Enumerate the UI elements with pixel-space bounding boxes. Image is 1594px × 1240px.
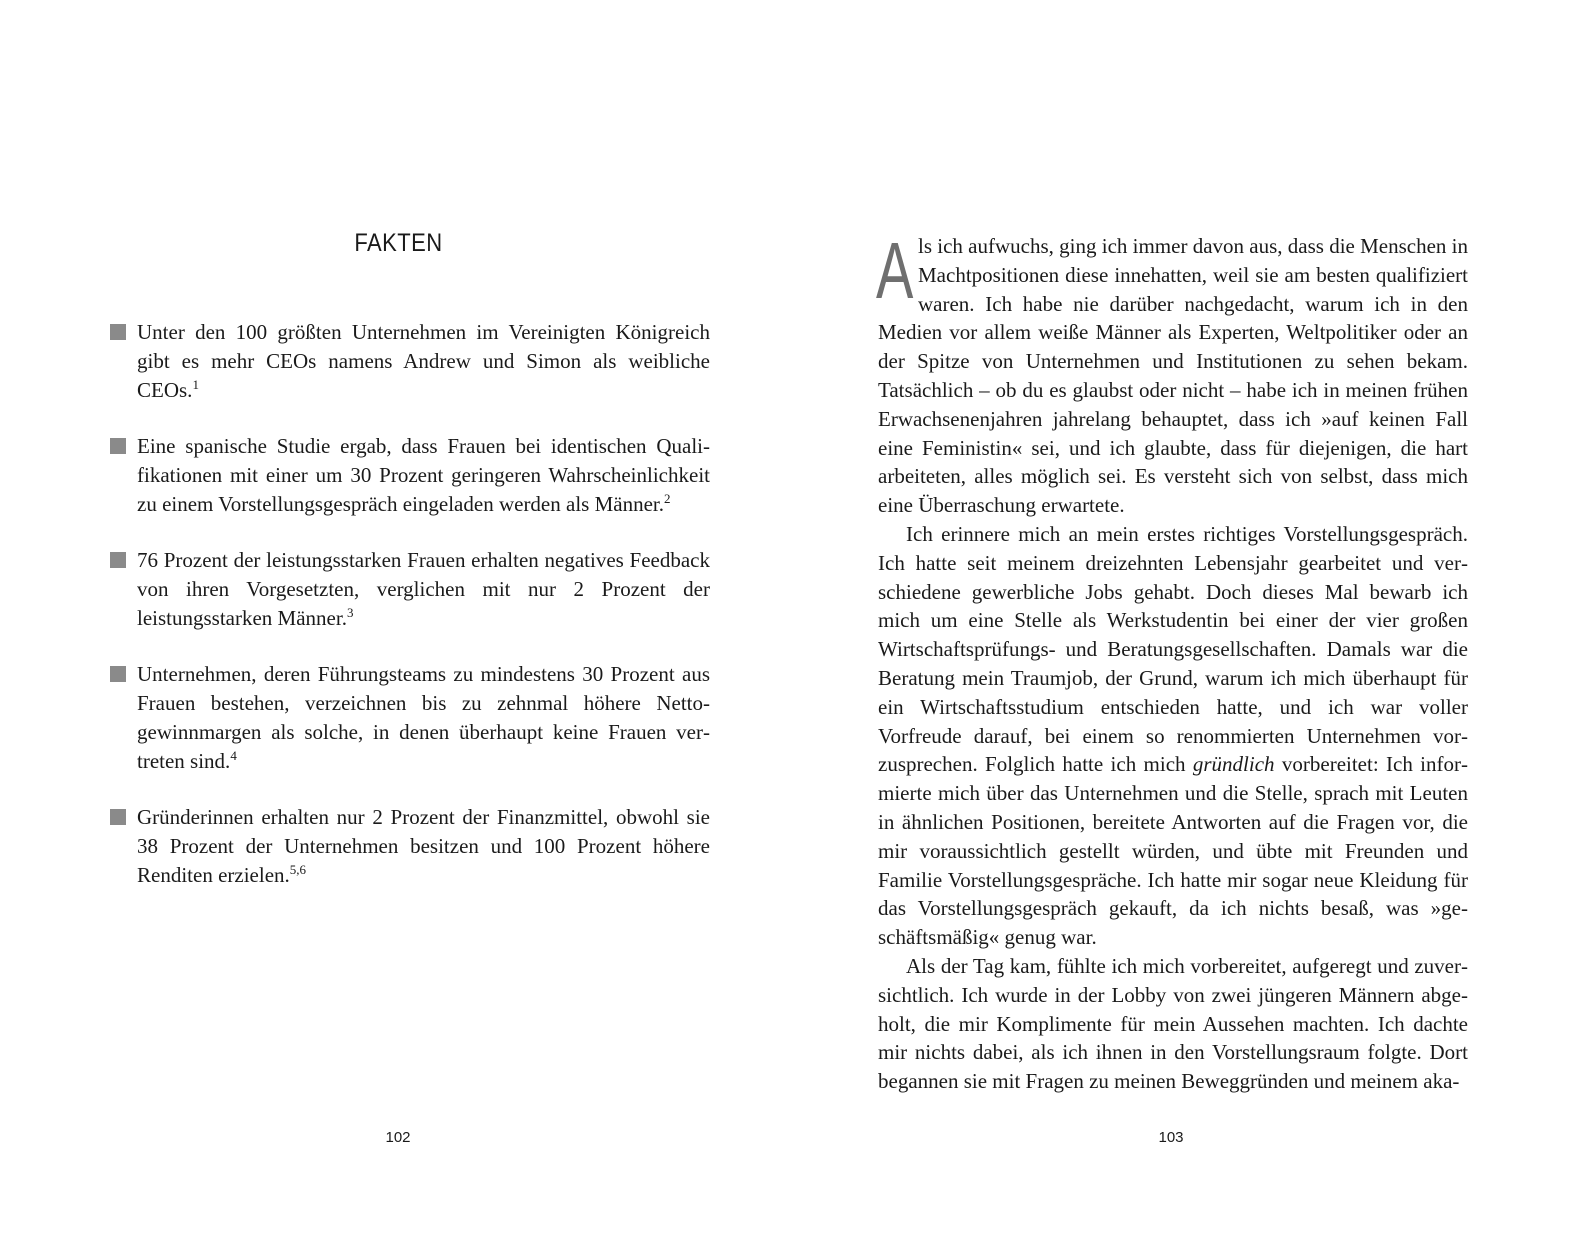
square-bullet-icon [110, 552, 126, 568]
square-bullet-icon [110, 809, 126, 825]
paragraph [878, 952, 1468, 1096]
fact-text: Eine spanische Studie ergab, dass Frauen bei identischen Qualifikationen mit einer um 30 Prozent geringeren Wahrscheinlichkeit zu einem Vorstellungsgespräch eingeladen werden als Männer. [137, 434, 710, 516]
page-number: 103 [1158, 1129, 1184, 1146]
fact-item [110, 318, 710, 405]
square-bullet-icon [110, 324, 126, 340]
square-bullet-icon [110, 438, 126, 454]
emphasis-text: gründlich [1192, 752, 1275, 777]
fact-item [110, 546, 710, 633]
fact-text: 76 Prozent der leistungsstarken Frauen erhalten negatives Feedback von ihren Vorgesetzten, verglichen mit nur 2 Prozent der leistungsstarken Männer. [137, 548, 710, 630]
footnote-ref: 4 [230, 748, 237, 763]
paragraph [878, 520, 1468, 952]
fact-item [110, 660, 710, 776]
paragraph-text: ls ich aufwuchs, ging ich immer davon aus, dass die Menschen in Machtpositionen diese innehatten, weil sie am besten qualifiziert waren. Ich habe nie darüber nachgedacht, warum ich in den Medien vor allem weiße Männer als Experten, Weltpolitiker oder an der Spitze von Unternehmen und Institutionen zu sehen bekam. Tatsächlich – ob du es glaubst oder nicht – habe ich in meinen frühen Erwachsenenjahren jahrelang behauptet, dass ich »auf keinen Fall eine Feministin« sei, und ich glaubte, dass für diejenigen, die hart arbeiteten, alles möglich sei. Es versteht sich von selbst, dass mich eine Überraschung erwartete. [878, 234, 1468, 518]
fact-text: Gründerinnen erhalten nur 2 Prozent der Finanzmittel, obwohl sie 38 Prozent der Unternehmen besitzen und 100 Prozent höhere Renditen erzielen. [137, 805, 710, 887]
footnote-ref: 5,6 [289, 862, 307, 877]
body-text [876, 226, 1468, 1096]
drop-cap: A [876, 226, 914, 315]
paragraph-text: Ich erinnere mich an mein erstes richtiges Vorstellungsgespräch. Ich hatte seit meinem dreizehnten Lebensjahr gearbeitet und verschiedene gewerbliche Jobs gehabt. Doch dieses Mal bewarb ich mich um eine Stelle als Werkstudentin bei einer der vier großen Wirtschaftsprüfungs- und Beratungsgesellschaften. Damals war die Beratung mein Traumjob, der Grund, warum ich mich überhaupt für ein Wirtschaftsstudium entschieden hatte, und ich war voller Vorfreude darauf, bei einem so renommierten Unternehmen vorzusprechen. Folglich hatte ich mich [878, 521, 1468, 777]
facts-list [110, 318, 710, 917]
fact-text: Unternehmen, deren Führungsteams zu mindestens 30 Prozent aus Frauen bestehen, verzeichnen bis zu zehnmal höhere Nettogewinnmargen als solche, in denen überhaupt keine Frauen vertreten sind. [137, 662, 710, 773]
fact-text: Unter den 100 größten Unternehmen im Vereinigten Königreich gibt es mehr CEOs namens Andrew und Simon als weibliche CEOs. [137, 320, 710, 402]
section-heading: FAKTEN [354, 229, 443, 257]
page-number: 102 [385, 1129, 411, 1146]
footnote-ref: 1 [192, 377, 199, 392]
fact-item [110, 432, 710, 519]
paragraph-text: vorbereitet: Ich informierte mich über das Unternehmen und die Stelle, sprach mit Leuten in ähnlichen Positionen, bereitete Antworten auf die Fragen vor, die mir voraussichtlich gestellt würden, und übte mit Freunden und Familie Vorstellungsgespräche. Ich hatte mir sogar neue Kleidung für das Vorstellungsgespräch gekauft, da ich nichts besaß, was »geschäftsmäßig« genug war. [878, 752, 1468, 950]
right-page [797, 0, 1594, 1240]
footnote-ref: 3 [346, 605, 354, 620]
fact-item [110, 803, 710, 890]
paragraph [876, 226, 1468, 520]
footnote-ref: 2 [663, 491, 671, 506]
paragraph-text: Als der Tag kam, fühlte ich mich vorbereitet, aufgeregt und zuversichtlich. Ich wurde in der Lobby von zwei jüngeren Männern abgeholt, die mir Komplimente für mein Aussehen machten. Ich dachte mir nichts dabei, als ich ihnen in den Vorstellungsraum folgte. Dort begannen sie mit Fragen zu meinen Beweggründen und meinem aka- [878, 953, 1468, 1094]
square-bullet-icon [110, 666, 126, 682]
